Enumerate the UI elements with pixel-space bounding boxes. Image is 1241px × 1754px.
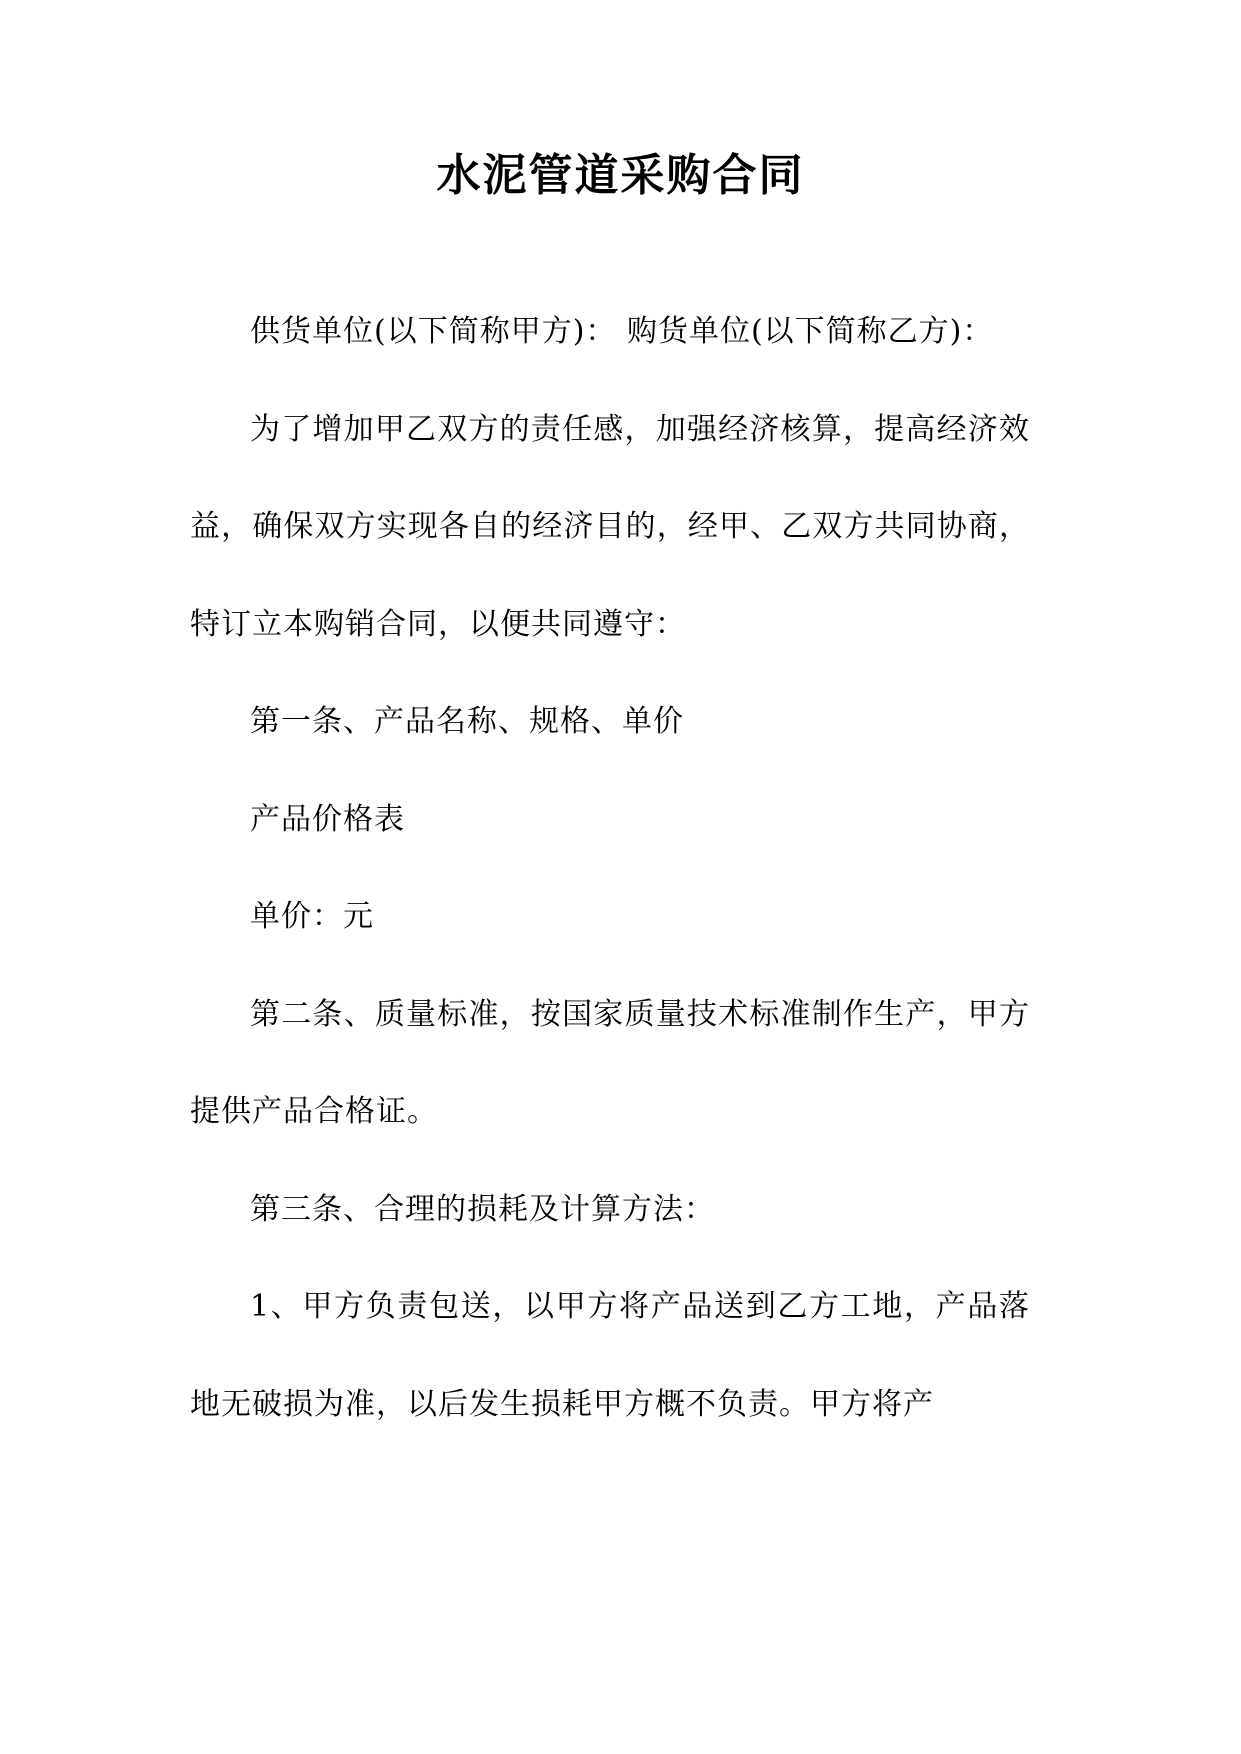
document-title: 水泥管道采购合同 xyxy=(436,150,805,201)
paragraph-parties: 供货单位(以下简称甲方)： 购货单位(以下简称乙方)： xyxy=(250,314,994,349)
paragraph-article-1: 第一条、产品名称、规格、单价 xyxy=(250,704,684,739)
document-body xyxy=(190,283,1030,1453)
paragraph-article-3: 第三条、合理的损耗及计算方法： xyxy=(250,1191,715,1227)
paragraph-unit-price: 单价：元 xyxy=(250,899,374,934)
paragraph-article-2: 第二条、质量标准，按国家质量技术标准制作生产，甲方提供产品合格证。 xyxy=(190,996,1030,1129)
paragraph-clause-1: 1、甲方负责包送，以甲方将产品送到乙方工地，产品落地无破损为准，以后发生损耗甲方概不负责。甲方将产 xyxy=(190,1289,1030,1422)
paragraph-purpose: 为了增加甲乙双方的责任感，加强经济核算，提高经济效益，确保双方实现各自的经济目的，经甲、乙双方共同协商，特订立本购销合同，以便共同遵守： xyxy=(190,411,1030,642)
paragraph-price-table: 产品价格表 xyxy=(250,801,405,837)
